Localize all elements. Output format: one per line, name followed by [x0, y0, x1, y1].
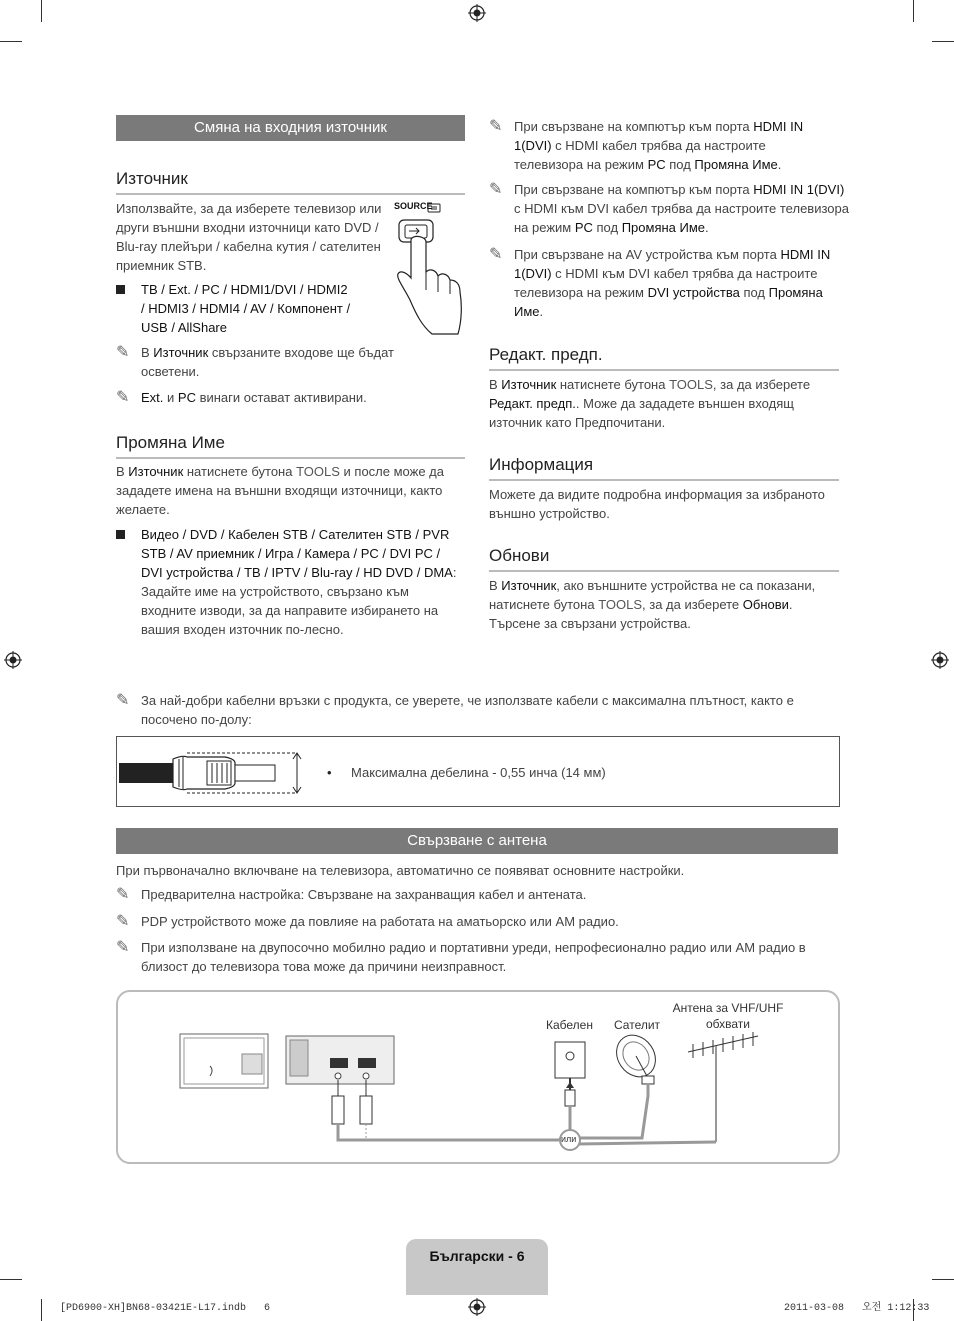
label-or: или — [561, 1134, 577, 1144]
keyword: Източник — [128, 464, 184, 479]
information-description: Можете да видите подробна информация за избраното външно устройство. — [489, 487, 825, 521]
note-ext-pc — [116, 388, 471, 407]
note-keyword: PC — [177, 390, 196, 405]
text: и после може да зададете имена на външни входящи източници, както желаете. — [116, 464, 444, 517]
heading-information: Информация — [489, 454, 839, 481]
note-pencil-icon: ✎ — [489, 246, 503, 263]
note-pencil-icon: ✎ — [489, 181, 503, 198]
note-av-dvi — [489, 245, 854, 321]
heading-refresh: Обнови — [489, 545, 839, 572]
keyword: Източник — [501, 377, 557, 392]
keyword-tools: TOOLS — [296, 464, 340, 479]
crop-mark — [41, 1299, 42, 1321]
text: При свързване на компютър към порта — [514, 119, 754, 134]
note-text: и — [163, 390, 178, 405]
registration-mark-icon — [468, 1298, 486, 1316]
keyword: Редакт. предп. — [489, 396, 576, 411]
refresh-description — [489, 576, 839, 633]
note-text: В — [141, 345, 154, 360]
text: под — [592, 220, 622, 235]
footer-file-name: [PD6900-XH]BN68-03421E-L17.indb 6 — [60, 1303, 271, 1314]
text: . — [705, 220, 709, 235]
registration-mark-icon — [4, 651, 22, 669]
note-text: свързаните входове ще бъдат осветени. — [141, 345, 394, 379]
crop-mark — [0, 1279, 22, 1280]
bullet-square — [116, 530, 125, 539]
heading-rename: Промяна Име — [116, 432, 465, 459]
section-bar-antenna: Свързване с антена — [116, 828, 838, 854]
keyword: Промяна Име — [514, 285, 823, 319]
keyword: HDMI IN 1(DVI) — [753, 182, 845, 197]
source-description: Използвайте, за да изберете телевизор или други външни входни източници като DVD / Blu-ray плейъри / кабелна кутия / сателитен приемник STB. — [116, 201, 382, 273]
crop-mark — [913, 0, 914, 22]
text: натиснете бутона — [556, 377, 670, 392]
keyword: PC — [647, 157, 666, 172]
source-button-label: SOURCE — [394, 201, 433, 211]
source-list-line: / HDMI3 / HDMI4 / AV / Компонент / — [141, 301, 351, 316]
page-number-tab: Български - 6 — [406, 1239, 548, 1295]
crop-mark — [932, 41, 954, 42]
note-pencil-icon: ✎ — [116, 939, 130, 956]
keyword: Промяна Име — [694, 157, 778, 172]
note-pdp-radio — [116, 912, 841, 931]
note-cable-thickness — [116, 691, 841, 729]
edit-favorite-description — [489, 375, 839, 432]
text: с HDMI кабел трябва да настроите телевизора на режим — [514, 138, 766, 172]
keyword: HDMI IN 1(DVI) — [514, 247, 831, 281]
note-text: винаги остават активирани. — [195, 390, 367, 405]
crop-mark — [932, 1279, 954, 1280]
bullet-square — [116, 285, 125, 294]
keyword: HDMI IN 1(DVI) — [514, 119, 804, 153]
text: При използване на двупосочно мобилно радио и портативни уреди, непрофесионално радио или AM радио в близост до телевизора това може да причини неизправност. — [141, 940, 806, 974]
cable-plug-icon — [117, 737, 317, 806]
antenna-wiring-illustration — [118, 992, 838, 1162]
note-pencil-icon: ✎ — [116, 389, 130, 406]
registration-mark-icon — [931, 651, 949, 669]
note-pencil-icon: ✎ — [116, 886, 130, 903]
cable-spec-box — [116, 736, 840, 807]
cable-max-thickness: Максимална дебелина - 0,55 инча (14 мм) — [351, 765, 606, 780]
text: При свързване на AV устройства към порта — [514, 247, 781, 262]
note-pencil-icon: ✎ — [116, 344, 130, 361]
text: натиснете бутона — [183, 464, 297, 479]
note-pencil-icon: ✎ — [116, 692, 130, 709]
rename-description — [116, 462, 465, 519]
crop-mark — [41, 0, 42, 22]
section-bar-source-change: Смяна на входния източник — [116, 115, 465, 141]
text: . Може да зададете външен входящ източник като Предпочитани. — [489, 396, 794, 430]
antenna-intro: При първоначално включване на телевизора, автоматично се появяват основните настройки. — [116, 863, 685, 878]
rename-options-desc: : Задайте име на устройството, свързано към входните изводи, за да направите избирането на вашия входен източник по-лесно. — [141, 565, 457, 637]
keyword: DVI устройства — [647, 285, 740, 300]
text: , ако външните устройства не са показани, натиснете бутона — [489, 578, 816, 612]
antenna-connection-diagram — [116, 990, 840, 1164]
source-list — [116, 280, 413, 337]
text: под — [739, 285, 769, 300]
heading-edit-favorite: Редакт. предп. — [489, 344, 839, 371]
note-mobile-radio — [116, 938, 841, 976]
note-hdmi-dvi-pc — [489, 180, 854, 237]
rename-options: Видео / DVD / Кабелен STB / Сателитен STB / PVR STB / AV приемник / Игра / Камера / PC / DVI PC / DVI устройства / TB / IPTV / Blu-ray / HD DVD / DMA — [141, 527, 453, 580]
keyword-tools: TOOLS — [598, 597, 643, 612]
text: . Търсене за свързани устройства. — [489, 597, 793, 631]
text: PDP устройството може да повлияе на работата на аматьорско или AM радио. — [141, 914, 619, 929]
text: За най-добри кабелни връзки с продукта, се уверете, че използвате кабели с максимална плътност, както е посочено по-долу: — [141, 693, 794, 727]
bullet-dot: • — [327, 765, 332, 780]
text: . — [539, 304, 544, 319]
footer-timestamp: 2011-03-08 오전 1:12:33 — [784, 1303, 930, 1314]
registration-mark-icon — [468, 4, 486, 22]
heading-source: Източник — [116, 168, 465, 195]
text: с HDMI към DVI кабел трябва да настроите телевизора на режим — [514, 201, 849, 235]
text: под — [665, 157, 695, 172]
note-hdmi-pc — [489, 117, 834, 174]
keyword: PC — [574, 220, 593, 235]
note-keyword: Източник — [153, 345, 209, 360]
keyword: Обнови — [742, 597, 789, 612]
keyword-tools: TOOLS — [669, 377, 713, 392]
note-source-highlight — [116, 343, 411, 381]
rename-list — [116, 525, 465, 639]
label-satellite: Сателит — [614, 1018, 661, 1032]
text: В — [116, 464, 129, 479]
note-antenna-preset — [116, 885, 841, 904]
text: В — [489, 377, 502, 392]
note-keyword: Ext. — [141, 390, 164, 405]
note-pencil-icon: ✎ — [489, 118, 503, 135]
source-list-line: USB / AllShare — [141, 320, 227, 335]
crop-mark — [0, 41, 22, 42]
text: , за да изберете — [642, 597, 743, 612]
text: . — [777, 157, 782, 172]
note-pencil-icon: ✎ — [116, 913, 130, 930]
keyword: Промяна Име — [621, 220, 706, 235]
label-line: обхвати — [706, 1017, 750, 1031]
text: При свързване на компютър към порта — [514, 182, 754, 197]
source-list-line: TB / Ext. / PC / HDMI1/DVI / HDMI2 — [141, 282, 348, 297]
label-line: Антена за VHF/UHF — [672, 1001, 784, 1015]
keyword: Източник — [501, 578, 557, 593]
text: Предварителна настройка: Свързване на захранващия кабел и антената. — [141, 887, 587, 902]
label-cable: Кабелен — [546, 1018, 593, 1032]
text: с HDMI към DVI кабел трябва да настроите телевизора на режим — [514, 266, 818, 300]
text: В — [489, 578, 502, 593]
text: , за да изберете — [712, 377, 811, 392]
